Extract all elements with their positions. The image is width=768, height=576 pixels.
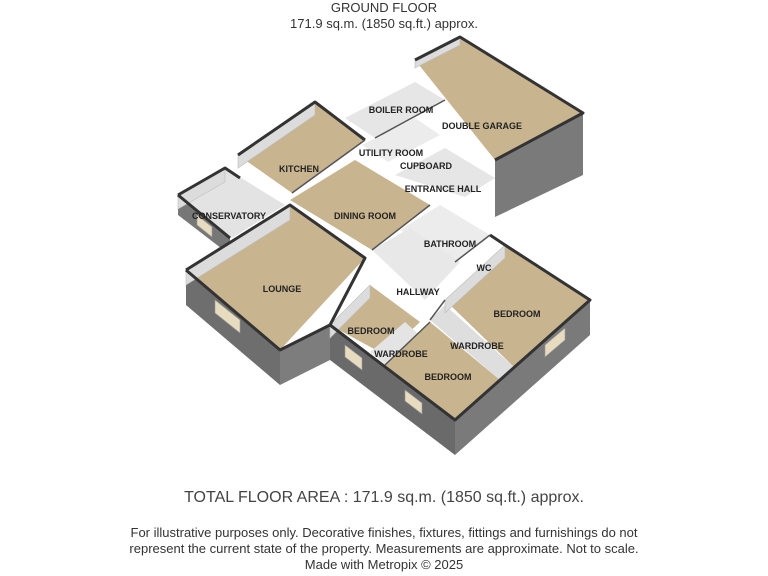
label-dining-room: DINING ROOM <box>334 211 396 221</box>
disclaimer-line-2: represent the current state of the property. Measurements are approximate. Not to scale. <box>129 541 639 556</box>
label-kitchen: KITCHEN <box>279 164 319 174</box>
total-floor-area: TOTAL FLOOR AREA : 171.9 sq.m. (1850 sq.ft.) approx. <box>184 489 584 506</box>
label-wardrobe-left: WARDROBE <box>374 349 428 359</box>
credit-line: Made with Metropix © 2025 <box>304 557 464 572</box>
label-boiler-room: BOILER ROOM <box>368 105 434 115</box>
label-wardrobe-right: WARDROBE <box>450 341 504 351</box>
floor-title: GROUND FLOOR <box>330 0 438 15</box>
label-cupboard: CUPBOARD <box>399 161 453 171</box>
disclaimer-line-1: For illustrative purposes only. Decorative finishes, fixtures, fittings and furnishings do not <box>130 525 638 540</box>
label-utility-room: UTILITY ROOM <box>358 148 424 158</box>
label-bedroom-left: BEDROOM <box>347 326 395 336</box>
floor-area-subtitle: 171.9 sq.m. (1850 sq.ft.) approx. <box>290 16 478 31</box>
label-bathroom: BATHROOM <box>423 239 477 249</box>
label-bedroom-right: BEDROOM <box>493 309 541 319</box>
label-wc: WC <box>476 263 492 273</box>
label-conservatory: CONSERVATORY <box>191 211 267 221</box>
label-double-garage: DOUBLE GARAGE <box>441 121 523 131</box>
label-entrance-hall: ENTRANCE HALL <box>404 184 482 194</box>
label-bedroom-bottom: BEDROOM <box>424 372 472 382</box>
label-hallway: HALLWAY <box>396 287 440 297</box>
label-lounge: LOUNGE <box>262 284 302 294</box>
